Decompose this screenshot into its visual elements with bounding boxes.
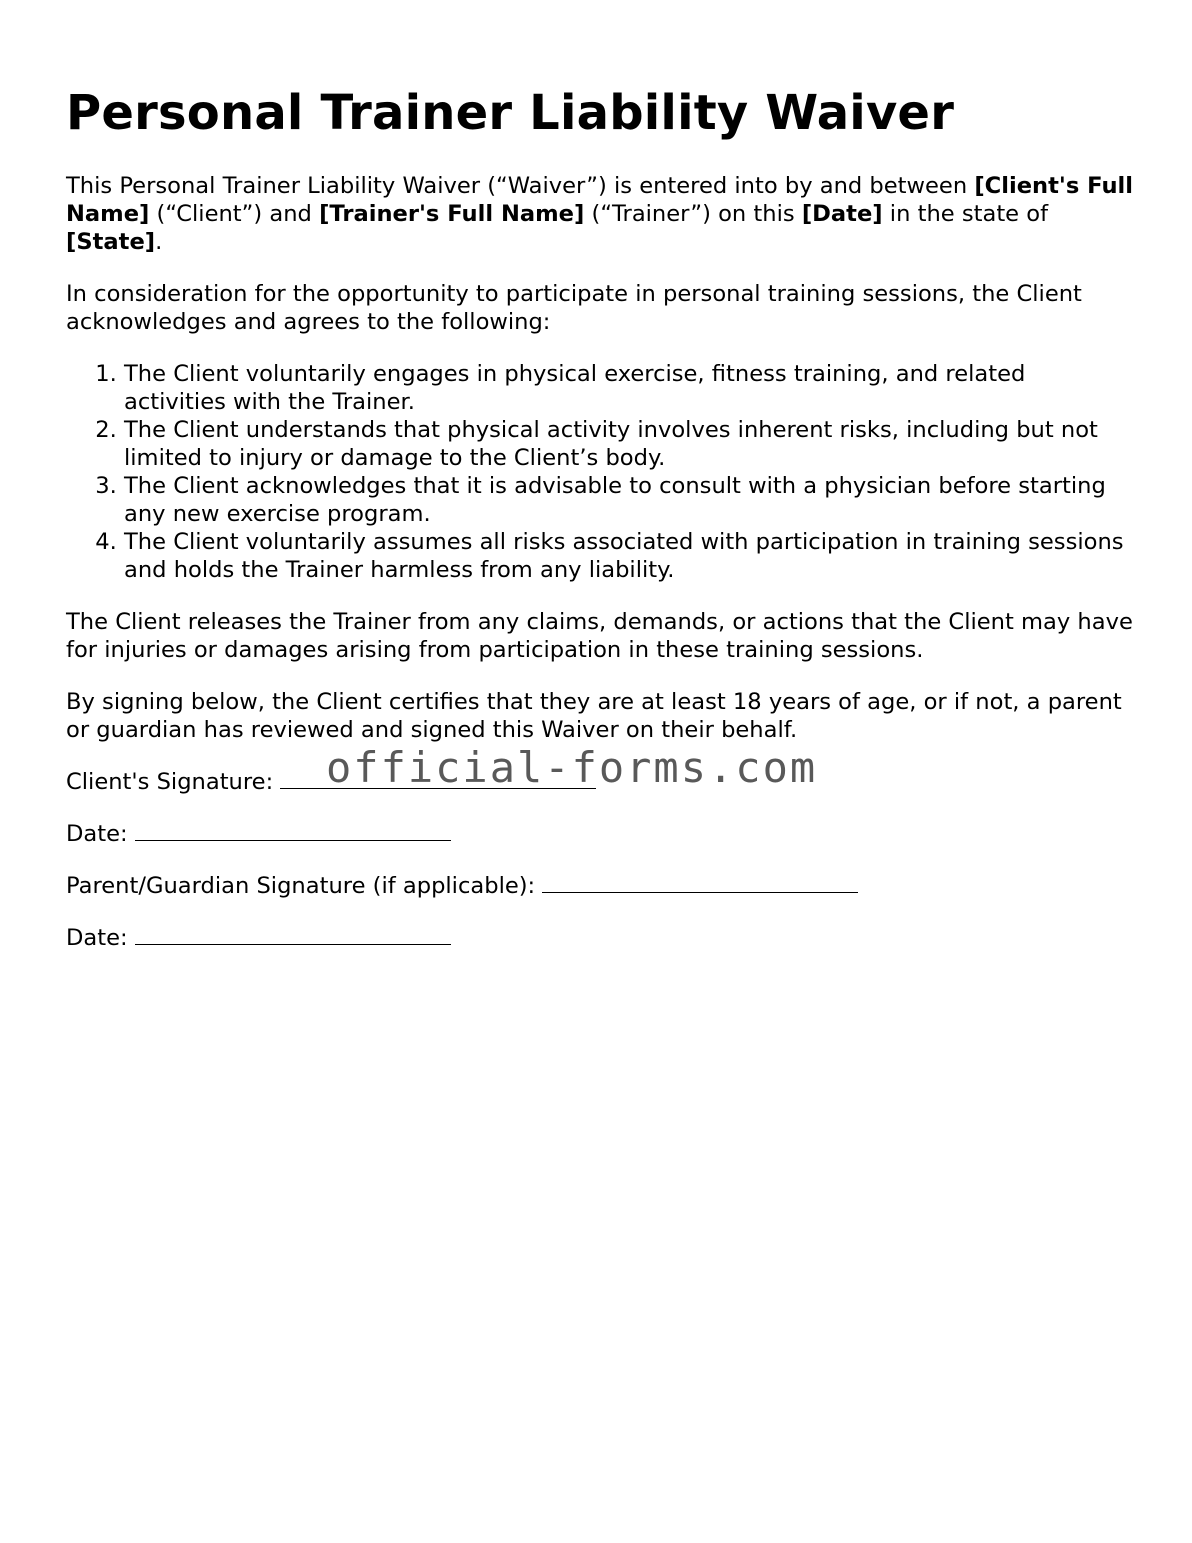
list-item: 4. The Client voluntarily assumes all risks associated with participation in training sessions and holds the Trainer harmless from any liability.	[124, 528, 1134, 584]
watermark: official-forms.com	[326, 743, 818, 792]
client-date-field[interactable]	[135, 820, 451, 841]
list-item: 1. The Client voluntarily engages in physical exercise, fitness training, and related activities with the Trainer.	[124, 360, 1134, 416]
list-item: 3. The Client acknowledges that it is advisable to consult with a physician before starting any new exercise program.	[124, 472, 1134, 528]
page-title: Personal Trainer Liability Waiver	[66, 85, 955, 141]
document-page	[66, 84, 1134, 952]
intro-paragraph	[66, 172, 1134, 256]
intro-text-4: in the state of	[882, 201, 1049, 227]
date-placeholder: [Date]	[801, 201, 883, 227]
consideration-paragraph: In consideration for the opportunity to participate in personal training sessions, the Client acknowledges and agrees to the following:	[66, 281, 1082, 335]
guardian-date-row	[66, 924, 1134, 952]
state-placeholder: [State]	[66, 229, 156, 255]
certification-paragraph: By signing below, the Client certifies that they are at least 18 years of age, or if not, a parent or guardian has reviewed and signed this Waiver on their behalf.	[66, 689, 1122, 743]
terms-list	[66, 360, 1134, 584]
client-name-placeholder: [Client's Full Name]	[66, 173, 1134, 227]
intro-text-5: .	[155, 229, 163, 255]
intro-text-2: (“Client”) and	[149, 201, 320, 227]
list-item: 2. The Client understands that physical activity involves inherent risks, including but not limited to injury or damage to the Client’s body.	[124, 416, 1134, 472]
guardian-date-field[interactable]	[135, 924, 451, 945]
release-paragraph: The Client releases the Trainer from any claims, demands, or actions that the Client may have for injuries or damages arising from participation in these training sessions.	[66, 609, 1133, 663]
client-signature-field[interactable]	[280, 768, 596, 789]
date-label: Date:	[66, 821, 128, 847]
date-label: Date:	[66, 925, 128, 951]
client-signature-row	[66, 743, 1134, 796]
trainer-name-placeholder: [Trainer's Full Name]	[319, 201, 585, 227]
intro-text-3: (“Trainer”) on this	[584, 201, 802, 227]
guardian-signature-label: Parent/Guardian Signature (if applicable):	[66, 873, 536, 899]
client-date-row	[66, 820, 1134, 848]
guardian-signature-field[interactable]	[542, 872, 858, 893]
intro-text-1: This Personal Trainer Liability Waiver (“Waiver”) is entered into by and between	[66, 173, 975, 199]
guardian-signature-row	[66, 872, 1134, 900]
client-signature-label: Client's Signature:	[66, 769, 274, 795]
